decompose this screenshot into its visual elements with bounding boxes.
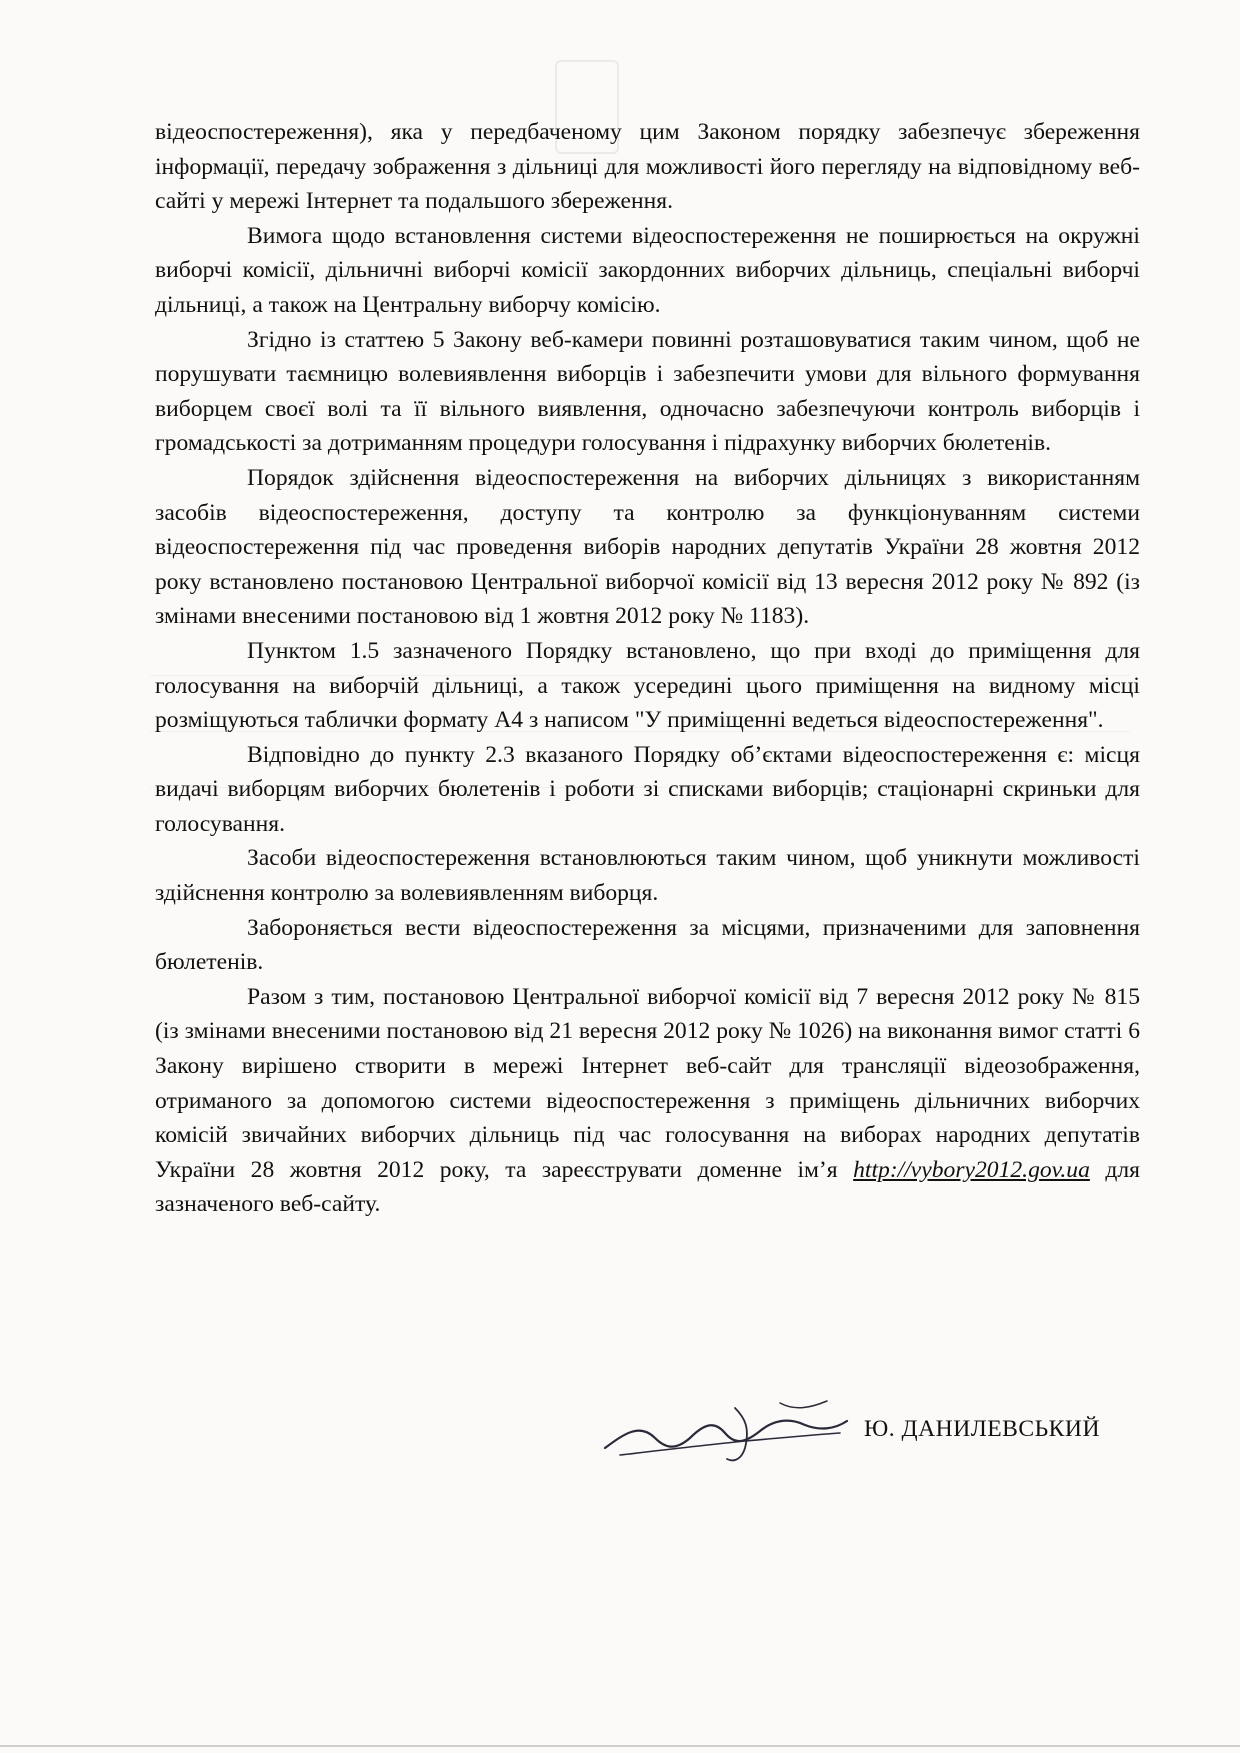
paragraph-text: Разом з тим, постановою Центральної виборчої комісії від 7 вересня 2012 року № 815 (із змінами внесеними постановою від 21 вересня 2012 року № 1026) на виконання вимог статті 6 Закону вирішено створити в мережі Інтернет веб-сайт для трансляції відеозображення, отриманого за допомогою системи відеоспостереження з приміщень дільничних виборчих комісій звичайних виборчих дільниць під час голосування на виборах народних депутатів України 28 жовтня 2012 року, та зареєструвати доменне ім’я	[155, 983, 1140, 1183]
paragraph-text: для зазначеного веб-сайту.	[155, 1156, 1141, 1218]
paragraph: Забороняється вести відеоспостереження за місцями, призначеними для заповнення бюлетенів.	[155, 914, 1140, 976]
paragraph: Згідно із статтею 5 Закону веб-камери повинні розташовуватися таким чином, щоб не порушувати таємницю волевиявлення виборців і забезпечити умови для вільного формування виборцем своєї волі та її вільного виявлення, одночасно забезпечуючи контроль виборців і громадськості за дотриманням процедури голосування і підрахунку виборчих бюлетенів.	[155, 326, 1140, 457]
signer-name: Ю. ДАНИЛЕВСЬКИЙ	[863, 1416, 1100, 1442]
signature-block	[155, 1408, 1140, 1478]
page-edge-divider	[0, 1745, 1240, 1747]
paragraph: Вимога щодо встановлення системи відеоспостереження не поширюється на окружні виборчі комісії, дільничні виборчі комісії закордонних виборчих дільниць, спеціальні виборчі дільниці, а також на Центральну виборчу комісію.	[155, 222, 1140, 318]
handwritten-signature-icon	[595, 1393, 855, 1473]
paragraph: Пунктом 1.5 зазначеного Порядку встановлено, що при вході до приміщення для голосування на виборчій дільниці, а також усередині цього приміщення на видному місці розміщуються таблички формату А4 з написом "У приміщенні ведеться відеоспостереження".	[155, 637, 1140, 734]
paragraph: відеоспостереження), яка у передбаченому цим Законом порядку забезпечує збереження інформації, передачу зображення з дільниці для можливості його перегляду на відповідному веб-сайті у мережі Інтернет та подальшого збереження.	[155, 119, 1140, 215]
website-link[interactable]: http://vybory2012.gov.ua	[853, 1156, 1090, 1183]
paragraph: Відповідно до пункту 2.3 вказаного Порядку об’єктами відеоспостереження є: місця видачі виборцям виборчих бюлетенів і роботи зі списками виборців; стаціонарні скриньки для голосування.	[155, 741, 1140, 837]
paragraph: Порядок здійснення відеоспостереження на виборчих дільницях з використанням засобів відеоспостереження, доступу та контролю за функціонуванням системи відеоспостереження під час проведення виборів народних депутатів України 28 жовтня 2012 року встановлено постановою Центральної виборчої комісії від 13 вересня 2012 року № 892 (із змінами внесеними постановою від 1 жовтня 2012 року № 1183).	[155, 464, 1140, 630]
paragraph: Засоби відеоспостереження встановлюються таким чином, щоб уникнути можливості здійснення контролю за волевиявленням виборця.	[155, 845, 1140, 907]
letter-body	[155, 115, 1140, 1222]
paragraph-final	[155, 980, 1140, 1222]
